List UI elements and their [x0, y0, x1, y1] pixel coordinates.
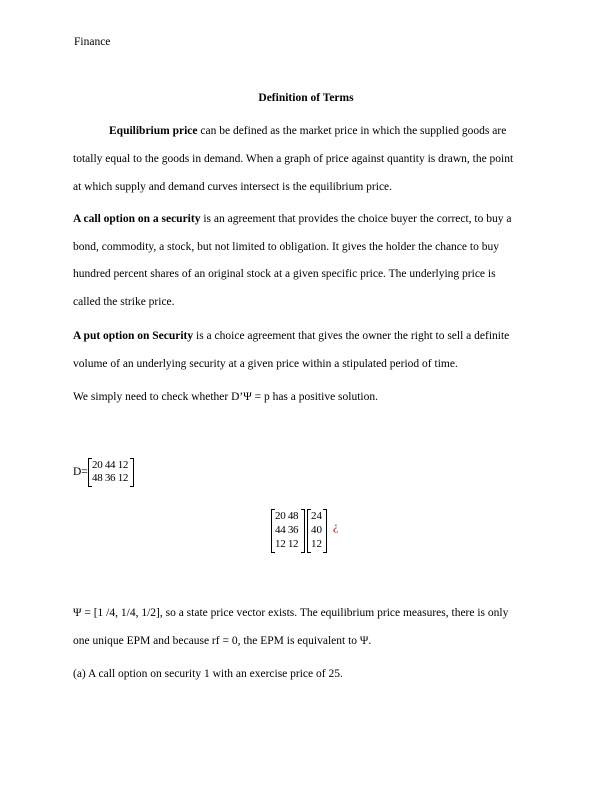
matrix-d-row2: 48 36 12: [92, 472, 129, 484]
para6-line: (a) A call option on security 1 with an exercise price of 25.: [73, 668, 343, 680]
matrix-a-row2: 44 36: [275, 524, 299, 536]
running-head: Finance: [74, 36, 111, 48]
para2-line3: hundred percent shares of an original stock at a given specific price. The underlying price is: [73, 268, 496, 280]
para5-line2: one unique EPM and because rf = 0, the EPM is equivalent to Ψ.: [73, 635, 372, 647]
para1-line1: [109, 125, 506, 137]
matrix-a-right-bracket: [301, 509, 305, 553]
para4-line: We simply need to check whether D’Ψ = p has a positive solution.: [73, 391, 378, 403]
matrix-a-row1: 20 48: [275, 510, 299, 522]
term-call-option: A call option on a security: [73, 213, 201, 225]
para2-line1: [73, 213, 512, 225]
term-equilibrium-price: Equilibrium price: [109, 125, 198, 137]
para1-line3: at which supply and demand curves intersect is the equilibrium price.: [73, 181, 393, 193]
matrix-b-right-bracket: [323, 509, 327, 553]
matrix-d-row1: 20 44 12: [92, 459, 129, 471]
para1-line1-text: can be defined as the market price in which the supplied goods are: [197, 125, 507, 137]
para2-line1-text: is an agreement that provides the choice buyer the correct, to buy a: [200, 213, 512, 225]
page-title: Definition of Terms: [258, 92, 354, 104]
para3-line1: [73, 330, 509, 342]
para2-line4: called the strike price.: [73, 296, 175, 308]
matrix-d-right-bracket: [130, 458, 134, 487]
matrix-b-row3: 12: [311, 538, 322, 550]
para3-line2: volume of an underlying security at a given price within a stipulated period of time.: [73, 358, 458, 370]
matrix-b-row1: 24: [311, 510, 322, 522]
matrix-d-label: D=: [73, 466, 88, 478]
matrix-a-row3: 12 12: [275, 538, 299, 550]
inverted-question-mark: ¿: [333, 519, 339, 533]
para1-line2: totally equal to the goods in demand. When a graph of price against quantity is drawn, the point: [73, 153, 514, 165]
matrix-b-row2: 40: [311, 524, 322, 536]
para5-line1: Ψ = [1 /4, 1/4, 1/2], so a state price vector exists. The equilibrium price measures, there is only: [73, 607, 509, 619]
para2-line2: bond, commodity, a stock, but not limited to obligation. It gives the holder the chance to buy: [73, 241, 499, 253]
term-put-option: A put option on Security: [73, 330, 194, 342]
para3-line1-text: is a choice agreement that gives the owner the right to sell a definite: [193, 330, 510, 342]
